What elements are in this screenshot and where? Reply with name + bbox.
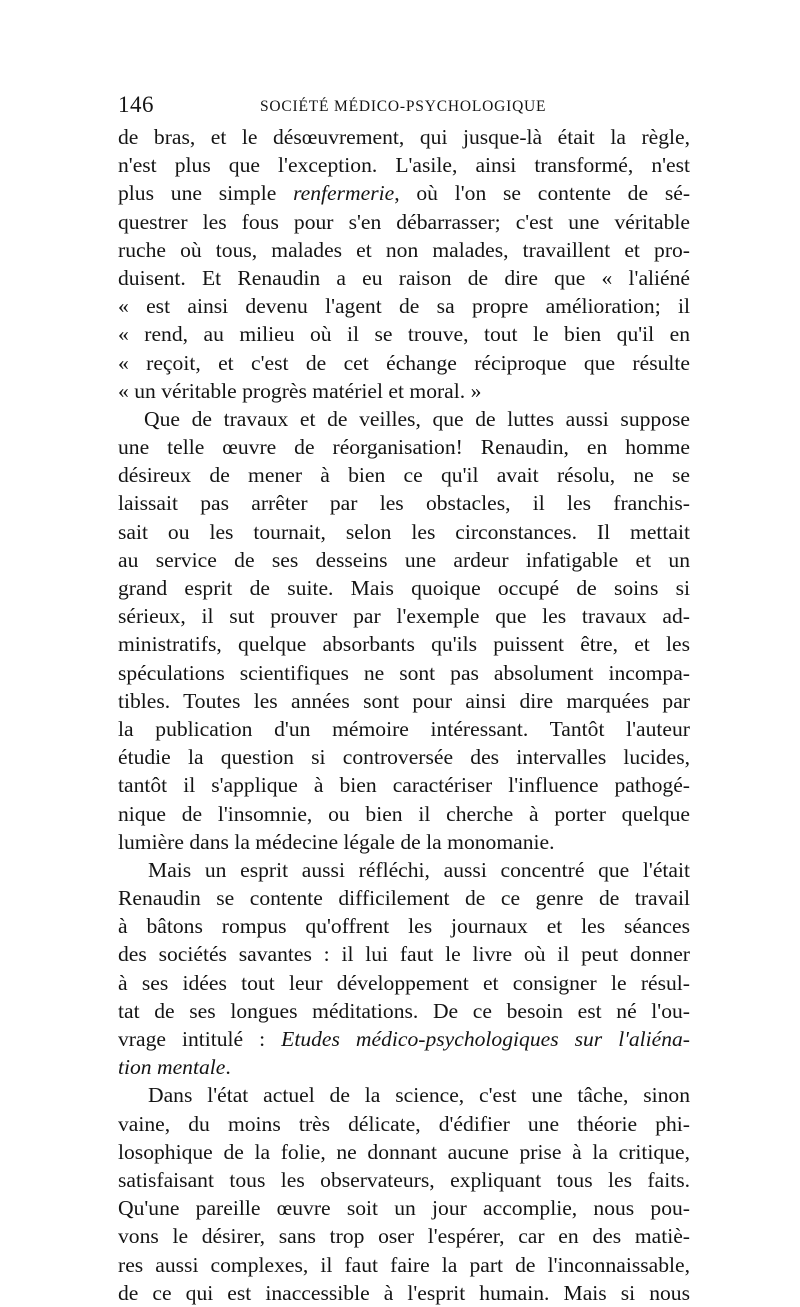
text-run: vrage intitulé : [118,1027,282,1051]
paragraph-first-line: Que de travaux et de veilles, que de luttes aussi suppose [144,406,690,431]
text-line: vons le désirer, sans trop oser l'espérer, car en des matiè- [118,1224,690,1249]
text-line: lumière dans la médecine légale de la monomanie. [118,829,555,854]
text-line: une telle œuvre de réorganisation! Renaudin, en homme [118,435,690,460]
text-line: tat de ses longues méditations. De ce besoin est né l'ou- [118,998,690,1023]
text-line: sait ou les tournait, selon les circonstances. Il mettait [118,519,690,544]
page-number: 146 [118,92,154,117]
text-line: satisfaisant tous les observateurs, expliquant tous les faits. [118,1167,690,1192]
text-line: à bâtons rompus qu'offrent les journaux et les séances [118,914,690,939]
quote-line: « un véritable progrès matériel et moral. » [118,378,482,403]
italic-title: tion mentale [118,1055,226,1080]
text-line: nique de l'insomnie, ou bien il cherche à porter quelque [118,801,690,826]
text-line: vaine, du moins très délicate, d'édifier une théorie phi- [118,1111,690,1136]
body-text [118,123,690,1307]
text-line: grand esprit de suite. Mais quoique occupé de soins si [118,576,690,600]
text-line: désireux de mener à bien ce qu'il avait résolu, ne se [118,463,690,488]
text-line [118,1025,690,1053]
paragraph-first-line: Dans l'état actuel de la science, c'est une tâche, sinon [148,1083,690,1108]
text-line [118,1053,690,1081]
text-line: duisent. Et Renaudin a eu raison de dire que « l'aliéné [118,265,690,290]
text-line: des sociétés savantes : il lui faut le livre où il peut donner [118,942,690,967]
text-line: questrer les fous pour s'en débarrasser; c'est une véritable [118,209,690,234]
quote-line: « reçoit, et c'est de cet échange réciproque que résulte [118,350,690,375]
quote-line: « est ainsi devenu l'agent de sa propre amélioration; il [118,294,690,319]
text-run: plus une simple [118,181,294,206]
text-line: laissait pas arrêter par les obstacles, il les franchis- [118,491,690,516]
text-run: , où l'on se contente de sé- [394,181,691,206]
text-line: ruche où tous, malades et non malades, travaillent et pro- [118,237,690,262]
quote-line: « rend, au milieu où il se trouve, tout le bien qu'il en [118,322,690,347]
text-line: tantôt il s'applique à bien caractériser l'influence pathogé- [118,773,690,798]
page-header [118,92,678,122]
text-line: la publication d'un mémoire intéressant. Tantôt l'auteur [118,716,690,741]
text-line: ministratifs, quelque absorbants qu'ils puissent être, et les [118,632,690,657]
paragraph-first-line: Mais un esprit aussi réfléchi, aussi concentré que l'était [148,857,690,882]
text-run: . [225,1055,231,1080]
text-line: res aussi complexes, il faut faire la part de l'inconnaissable, [118,1252,690,1277]
italic-title: Etudes médico-psychologiques sur l'aliéna- [281,1027,690,1051]
text-line: à ses idées tout leur développement et consigner le résul- [118,970,690,995]
text-line: Qu'une pareille œuvre soit un jour accomplie, nous pou- [118,1196,690,1221]
text-line: de ce qui est inaccessible à l'esprit humain. Mais si nous [118,1280,690,1305]
text-line [118,179,690,207]
text-line: sérieux, il sut prouver par l'exemple que les travaux ad- [118,604,690,629]
text-line: tibles. Toutes les années sont pour ainsi dire marquées par [118,688,690,713]
text-line: étudie la question si controversée des intervalles lucides, [118,745,690,770]
text-line: de bras, et le désœuvrement, qui jusque-là était la règle, [118,125,690,149]
text-line: n'est plus que l'exception. L'asile, ainsi transformé, n'est [118,153,690,178]
text-line: au service de ses desseins une ardeur infatigable et un [118,547,690,572]
text-line: spéculations scientifiques ne sont pas absolument incompa- [118,660,690,685]
text-line: losophique de la folie, ne donnant aucune prise à la critique, [118,1139,690,1164]
text-line: Renaudin se contente difficilement de ce genre de travail [118,886,690,911]
italic-term: renfermerie [293,181,395,206]
running-head: SOCIÉTÉ MÉDICO-PSYCHOLOGIQUE [260,98,547,115]
